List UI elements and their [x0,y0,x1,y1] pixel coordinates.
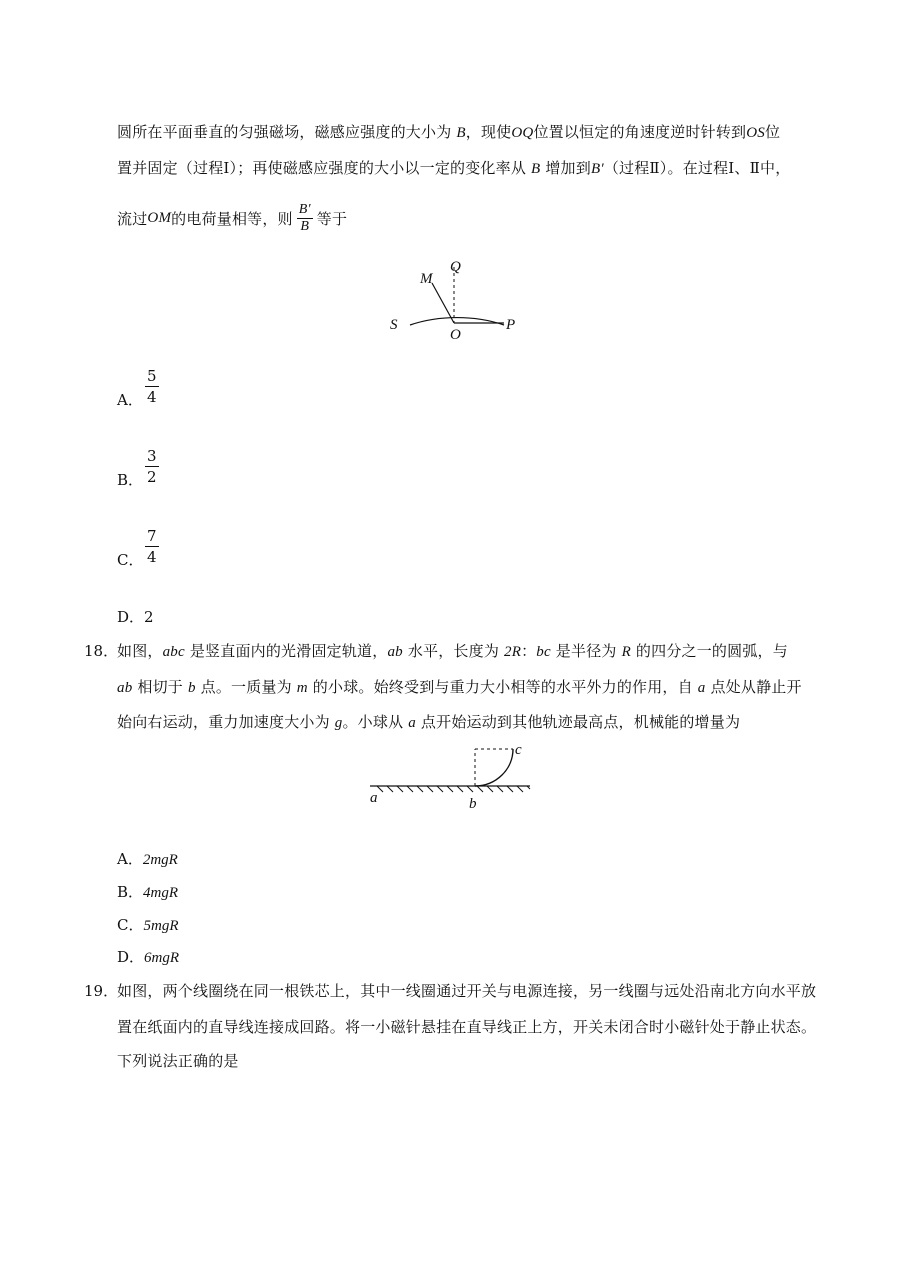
q18-text: 是半径为 [550,642,622,660]
q18-option-d[interactable] [117,946,179,967]
label-a: a [370,790,378,806]
q18-text: 的小球。始终受到与重力大小相等的水平外力的作用，自 [307,678,698,696]
q17-var-os: OS [746,125,765,141]
q17-text: ，现使 [465,123,512,141]
q18-var: a [697,680,706,696]
q18-var: bc [536,644,551,660]
fraction-numerator: B′ [298,202,311,217]
q17-text: 流过 [117,210,148,228]
q17-fraction [297,202,313,235]
option-label: D． [117,948,145,966]
q17-option-d[interactable] [117,606,154,627]
q17-text: 等于 [316,210,348,228]
q18-text: 的四分之一的圆弧，与 [630,642,788,660]
label-s: S [390,317,398,333]
q18-var: 2R [504,644,522,660]
option-label: D． [117,608,145,626]
option-value: 2mgR [142,852,178,868]
label-o: O [450,327,461,343]
q19-number: 19． [84,982,119,1000]
quarter-arc-bc [475,749,513,786]
q17-line-1 [117,121,780,142]
q17-text: 置并固定（过程Ⅰ）；再使磁感应强度的大小以一定的变化率从 [117,159,531,177]
fraction-numerator: 5 [147,367,157,385]
q18-var: ab [387,644,403,660]
q18-text: 如图， [117,642,163,660]
label-p: P [506,317,516,333]
fraction-denominator: 4 [147,548,157,566]
q17-line-2 [117,157,790,178]
option-label: C． [117,551,144,569]
q17-var-b-prime: B′ [590,161,604,177]
option-label: B． [117,883,144,901]
q17-line-3 [117,202,347,235]
option-label: B． [117,471,144,489]
q18-option-a[interactable] [117,848,178,869]
q18-text: 点开始运动到其他轨迹最高点，机械能的增量为 [415,713,741,731]
fraction-denominator: B [300,219,310,234]
q18-var: g [334,715,343,731]
om-line [432,283,454,323]
q18-number: 18． [84,642,119,660]
q17-option-b[interactable] [117,446,197,492]
q19-line-3: 下列说法正确的是 [117,1052,239,1070]
label-c: c [515,742,522,758]
option-value: 6mgR [144,950,180,966]
q18-text: ： [521,642,537,660]
q18-line-2 [117,676,802,697]
option-value: 5mgR [143,918,179,934]
q17-figure [380,255,530,345]
q18-figure [365,742,540,814]
q18-text: 始向右运动，重力加速度大小为 [117,713,335,731]
option-value: 4mgR [143,885,179,901]
label-b: b [469,796,477,812]
q18-var: b [187,680,196,696]
q19-line-1: 如图，两个线圈绕在同一根铁芯上，其中一线圈通过开关与电源连接，另一线圈与远处沿南北方向水平放 [117,982,817,1000]
q18-var: m [296,680,308,696]
fraction-numerator: 7 [147,527,157,545]
q18-var: R [621,644,631,660]
q18-text: 相切于 [132,678,188,696]
fraction-denominator: 4 [147,388,157,406]
q18-line-3 [117,711,740,732]
q18-line-1 [117,640,788,661]
q17-var-b: B [456,125,466,141]
semicircle-arc [410,318,504,325]
option-label: C． [117,916,144,934]
ground-hatching [377,786,530,792]
q17-text: 的电荷量相等，则 [171,210,293,228]
q18-text: 点处从静止开 [705,678,802,696]
q18-var: ab [117,680,133,696]
option-value: 2 [144,608,154,626]
q17-option-c[interactable] [117,526,197,572]
label-q: Q [450,259,461,275]
q18-text: 是竖直面内的光滑固定轨道， [184,642,388,660]
q18-option-b[interactable] [117,881,178,902]
q17-text: 位置以恒定的角速度逆时针转到 [533,123,747,141]
q17-option-a[interactable] [117,366,197,412]
q17-text: 增加到 [540,159,591,177]
fraction-numerator: 3 [147,447,157,465]
option-label: A． [117,850,143,868]
q18-option-c[interactable] [117,914,178,935]
q19-line-2: 置在纸面内的直导线连接成回路。将一小磁针悬挂在直导线正上方，开关未闭合时小磁针处于静止状态。 [117,1018,817,1036]
q18-text: 。小球从 [342,713,409,731]
q18-text: 点。一质量为 [195,678,297,696]
q18-var: a [408,715,416,731]
q17-var-om: OM [147,210,172,226]
label-m: M [420,271,433,287]
q17-text: （过程Ⅱ）。在过程Ⅰ、Ⅱ中， [603,159,791,177]
q18-var: abc [162,644,185,660]
q18-text: 水平，长度为 [402,642,504,660]
q17-var-b: B [531,161,541,177]
fraction-denominator: 2 [147,468,157,486]
q17-text: 位 [764,123,781,141]
q17-var-oq: OQ [511,125,534,141]
q17-text: 圆所在平面垂直的匀强磁场，磁感应强度的大小为 [117,123,457,141]
option-label: A． [117,391,143,409]
